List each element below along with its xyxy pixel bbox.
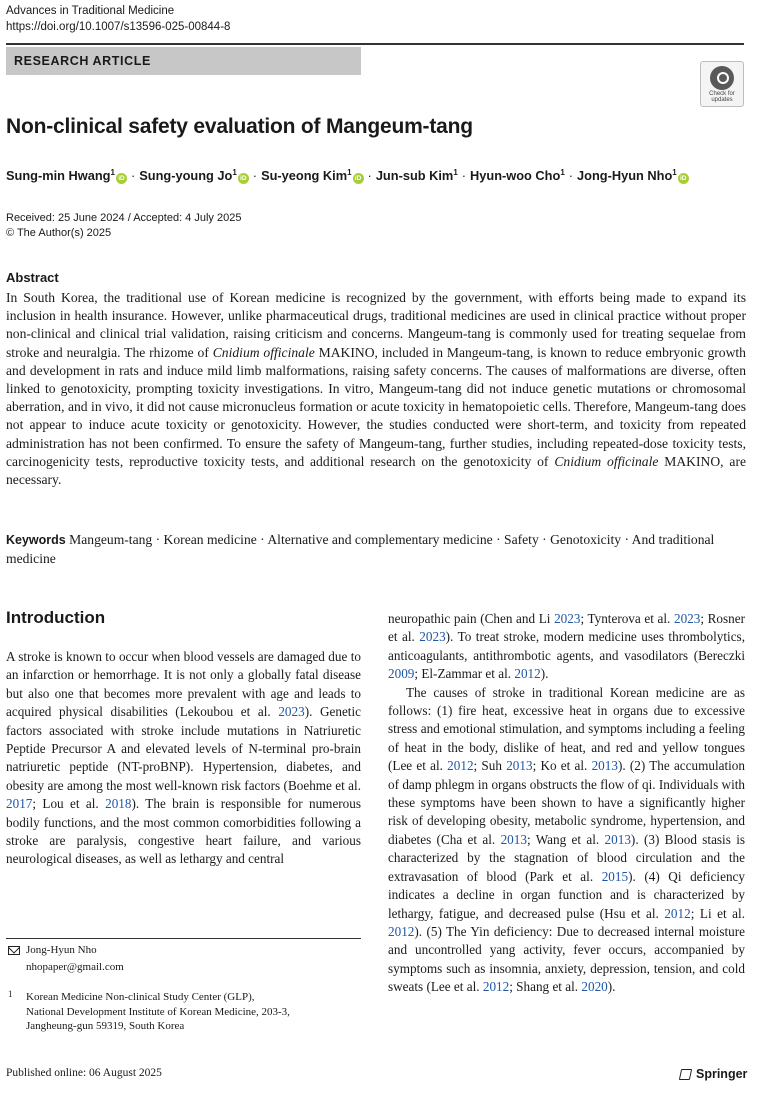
citation-link[interactable]: 2023 bbox=[554, 611, 581, 626]
copyright: © The Author(s) 2025 bbox=[6, 227, 112, 239]
affiliation-mark: 1 bbox=[453, 168, 458, 177]
author-name[interactable]: Su-yeong Kim bbox=[261, 168, 348, 183]
citation-link[interactable]: 2023 bbox=[673, 611, 701, 626]
citation-link[interactable]: 2018 bbox=[105, 796, 132, 812]
article-title: Non-clinical safety evaluation of Mangeum-tang bbox=[6, 115, 473, 138]
author-name[interactable]: Hyun-woo Cho bbox=[470, 168, 561, 183]
keyword: Mangeum-tang bbox=[69, 532, 153, 547]
citation-link[interactable]: 2013 bbox=[591, 758, 618, 774]
affiliation-mark: 1 bbox=[232, 168, 237, 177]
footnote-rule bbox=[6, 938, 361, 939]
introduction-heading: Introduction bbox=[6, 608, 106, 627]
refresh-icon bbox=[710, 66, 734, 90]
text-segment: ). (4) Qi deficiency indicates a decline in organ function and is characterized by lethargy, fatigue, and decreased pulse (Hsu et al. bbox=[388, 868, 745, 921]
text-segment: ; Ko et al. bbox=[532, 758, 592, 774]
text-segment: The causes of stroke in traditional Korean medicine are as follows: (1) fire heat, excessive heat in organs due to excessive stress and emotional stimulation, and symptoms including a feeling of heat in the body, dislike of heat, and red and yellow tongues (Lee et al. bbox=[388, 684, 745, 774]
keyword: Korean medicine bbox=[163, 532, 257, 547]
text-segment: ; Suh bbox=[473, 758, 507, 774]
introduction-left-column bbox=[6, 648, 361, 869]
header-rule bbox=[6, 43, 744, 45]
keywords: Keywords Mangeum-tang · Korean medicine · Alternative and complementary medicine · Safety · Genotoxicity · And traditional medicine bbox=[6, 532, 715, 566]
text-segment: ). The brain is responsible for numerous bodily functions, and the most common comorbidities following a stroke are paralysis, congestive heart failure, and various neurological diseases, as well as lethargy and central bbox=[6, 796, 362, 867]
text-segment: ; Lou et al. bbox=[32, 796, 106, 812]
separator: · bbox=[568, 168, 574, 183]
abstract-segment: MAKINO, included in Mangeum-tang, is known to reduce embryonic growth and development in rats and induce mild limb malformations, raising safety concerns. The causes of malformations are diverse, often linked to genotoxicity, prompting toxicity investigations. In vitro, Mangeum-tang did not induce genetic mutations or chromosomal aberration, and in vivo, it did not cause micronucleus formation or acute toxicity in hematopoietic cells. Therefore, Mangeum-tang does not appear to induce acute toxicity or genotoxicity. However, the studies conducted were short-term, and toxicity from repeated administration has not been confirmed. To ensure the safety of Mangeum-tang, further studies, including repeated-dose toxicity tests, carcinogenicity tests, reproductive toxicity tests, and additional research on the genotoxicity of bbox=[6, 344, 746, 469]
orcid-icon[interactable]: iD bbox=[238, 173, 249, 184]
check-for-updates-button[interactable] bbox=[700, 61, 744, 107]
text-segment: ). (5) The Yin deficiency: Due to decreased internal moisture and uncontrolled yang activity, fever occurs, accompanied by symptoms such as insomnia, anxiety, depression, tension, and cold sweats (Lee et al. bbox=[388, 923, 745, 995]
keywords-heading: Keywords bbox=[6, 533, 66, 547]
author-name[interactable]: Jong-Hyun Nho bbox=[577, 168, 673, 183]
abstract-text bbox=[6, 289, 746, 489]
author-name[interactable]: Jun-sub Kim bbox=[375, 168, 454, 183]
orcid-icon[interactable]: iD bbox=[116, 173, 127, 184]
author-name[interactable]: Sung-min Hwang bbox=[6, 168, 111, 183]
abstract-heading: Abstract bbox=[6, 270, 59, 285]
affiliation bbox=[26, 990, 361, 1034]
affiliation-line: Korean Medicine Non-clinical Study Center (GLP), bbox=[26, 991, 255, 1003]
affiliation-line: Jangheung-gun 59319, South Korea bbox=[26, 1020, 185, 1032]
affiliation-mark: 1 bbox=[672, 168, 677, 177]
text-segment: ). (2) The accumulation of damp phlegm in organs obstructs the flow of qi. Individuals with these symptoms have been shown to have a significantly higher risk of developing obesity, metabolic syndrome, hypertension, and diabetes (Cha et al. bbox=[388, 758, 745, 847]
corresponding-author: Jong-Hyun Nho bbox=[26, 944, 97, 956]
article-type: RESEARCH ARTICLE bbox=[14, 54, 151, 68]
citation-link[interactable]: 2013 bbox=[604, 831, 631, 847]
citation-link[interactable]: 2023 bbox=[419, 629, 446, 645]
text-segment: ). To treat stroke, modern medicine uses thrombolytics, anticoagulants, antithrombotic agents, and vasodilators (Bereczki bbox=[388, 629, 745, 663]
affiliation-line: National Development Institute of Korean Medicine, 203-3, bbox=[26, 1005, 290, 1018]
author-list bbox=[6, 165, 751, 184]
citation-link[interactable]: 2012 bbox=[447, 758, 474, 774]
orcid-icon[interactable]: iD bbox=[678, 173, 689, 184]
text-segment: A stroke is known to occur when blood vessels are damaged due to an infarction or hemorrhage. It is not only a globally fatal disease but also one that becomes more prevalent with age and leads to acquired physical disabilities (Lekoubou et al. bbox=[6, 649, 361, 720]
affiliation-mark: 1 bbox=[347, 168, 352, 177]
text-segment: ; Wang et al. bbox=[526, 831, 605, 847]
species-name: Cnidium officinale bbox=[554, 453, 659, 469]
publisher-name: Springer bbox=[696, 1067, 748, 1081]
separator: · bbox=[130, 168, 136, 183]
keyword: Alternative and complementary medicine bbox=[267, 532, 493, 547]
citation-link[interactable]: 2017 bbox=[6, 796, 33, 812]
citation-link[interactable]: 2013 bbox=[500, 831, 527, 847]
affiliation-mark: 1 bbox=[110, 168, 115, 177]
text-segment: ; Li et al. bbox=[690, 905, 745, 921]
citation-link[interactable]: 2012 bbox=[514, 666, 541, 682]
text-segment: ). bbox=[540, 666, 549, 682]
species-name: Cnidium officinale bbox=[212, 344, 315, 360]
affiliation-mark: 1 bbox=[560, 168, 565, 177]
keyword: Safety bbox=[504, 532, 539, 547]
keyword: And traditional medicine bbox=[6, 532, 715, 566]
doi-link[interactable]: https://doi.org/10.1007/s13596-025-00844-8 bbox=[6, 21, 231, 33]
citation-link[interactable]: 2015 bbox=[601, 868, 629, 884]
envelope-icon bbox=[8, 946, 20, 955]
text-segment: ; Tynterova et al. bbox=[580, 611, 674, 626]
journal-name: Advances in Traditional Medicine bbox=[6, 5, 175, 17]
separator: · bbox=[367, 168, 372, 183]
separator: · bbox=[252, 168, 258, 183]
orcid-icon[interactable]: iD bbox=[353, 173, 364, 184]
check-updates-label: Check for updates bbox=[709, 91, 735, 103]
keyword: Genotoxicity bbox=[550, 532, 622, 547]
springer-horse-icon bbox=[679, 1069, 692, 1080]
citation-link[interactable]: 2013 bbox=[506, 758, 533, 774]
author-name[interactable]: Sung-young Jo bbox=[139, 168, 233, 183]
text-segment: ). bbox=[607, 979, 616, 995]
corresponding-email[interactable]: nhopaper@gmail.com bbox=[26, 961, 124, 973]
citation-link[interactable]: 2020 bbox=[581, 979, 608, 995]
publisher-logo bbox=[680, 1067, 747, 1081]
separator: · bbox=[461, 168, 467, 183]
text-segment: ). Genetic factors associated with stroke include mutations in Natriuretic Peptide Precursor A and elevated levels of N-terminal pro-brain natriuretic peptide (NT-proBNP). Hypertension, diabetes, and obesity are among the most well-known risk factors (Boehme et al. bbox=[6, 704, 361, 793]
text-segment: ; El-Zammar et al. bbox=[414, 666, 515, 682]
text-segment: ). (3) Blood stasis is characterized by the stagnation of blood circulation and the extravasation of blood (Park et al. bbox=[388, 831, 745, 884]
citation-link[interactable]: 2012 bbox=[664, 905, 691, 921]
text-segment: ; Shang et al. bbox=[509, 979, 582, 995]
published-online: Published online: 06 August 2025 bbox=[6, 1067, 162, 1079]
abstract-segment: In South Korea, the traditional use of Korean medicine is recognized by the government, with efforts being made to expand its inclusion in health insurance. However, unlike pharmaceutical drugs, traditional medicines are used in clinical practice without proper non-clinical and clinical trial validation, raising criticism and concerns. Mangeum-tang is commonly used for treating sequelae from stroke and neuralgia. The rhizome of bbox=[6, 290, 746, 360]
paragraph bbox=[388, 684, 745, 997]
citation-link[interactable]: 2012 bbox=[388, 923, 415, 939]
received-accepted-dates: Received: 25 June 2024 / Accepted: 4 July 2025 bbox=[6, 212, 242, 224]
text-segment: neuropathic pain (Chen and Li bbox=[388, 611, 555, 626]
citation-link[interactable]: 2009 bbox=[388, 666, 415, 682]
affiliation-number: 1 bbox=[8, 989, 13, 999]
citation-link[interactable]: 2023 bbox=[278, 704, 305, 720]
text-segment: ; Rosner et al. bbox=[388, 611, 745, 645]
abstract-segment: MAKINO, are necessary. bbox=[6, 453, 747, 488]
citation-link[interactable]: 2012 bbox=[482, 979, 510, 995]
introduction-right-column bbox=[388, 610, 745, 997]
paragraph bbox=[388, 610, 745, 684]
